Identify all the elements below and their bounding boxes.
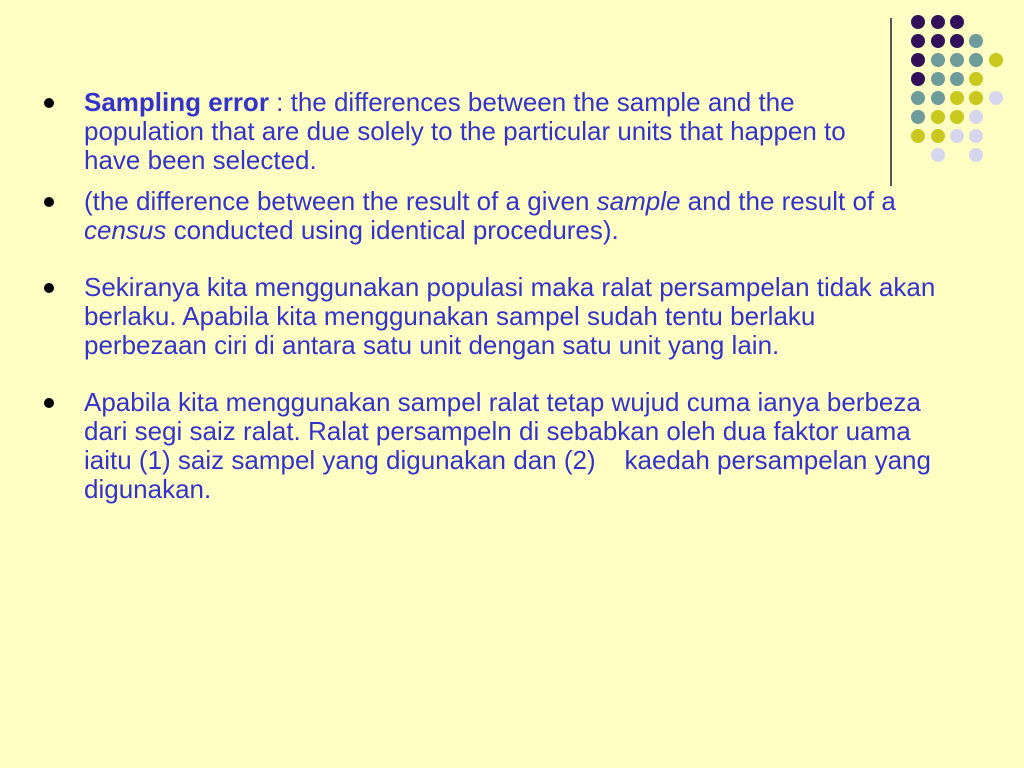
emphasis-sample: sample xyxy=(596,186,681,216)
bullet-sekiranya xyxy=(44,273,944,360)
decorative-dot xyxy=(989,53,1003,67)
decorative-dot xyxy=(969,110,983,124)
bullet-text: Apabila kita menggunakan sampel ralat tetap wujud cuma ianya berbeza dari segi saiz ralat. Ralat persampeln di sebabkan oleh dua faktor uama iaitu (1) saiz sampel yang digunakan dan (2) kaedah persampelan yang digunakan. xyxy=(84,387,939,504)
decorative-dot xyxy=(969,72,983,86)
bullet-text-mid: and the result of a xyxy=(680,186,896,216)
bullet-text-post: conducted using identical procedures). xyxy=(166,215,619,245)
decorative-dot xyxy=(969,53,983,67)
decorative-dot xyxy=(911,72,925,86)
decorative-dot xyxy=(950,34,964,48)
decorative-dot xyxy=(931,15,945,29)
decorative-dot xyxy=(911,34,925,48)
decorative-dot xyxy=(931,34,945,48)
term-sampling-error: Sampling error xyxy=(84,87,269,117)
bullet-apabila xyxy=(44,388,944,504)
decorative-dot xyxy=(950,15,964,29)
bullet-text: Sekiranya kita menggunakan populasi maka ralat persampelan tidak akan berlaku. Apabila kita menggunakan sampel sudah tentu berlaku perbezaan ciri di antara satu unit dengan satu unit yang lain. xyxy=(84,272,936,360)
decorative-dot xyxy=(950,91,964,105)
decorative-dot xyxy=(950,129,964,143)
decorative-dot xyxy=(911,15,925,29)
decorative-dot xyxy=(950,53,964,67)
slide-content xyxy=(44,88,944,504)
decorative-dot xyxy=(931,53,945,67)
decorative-dot xyxy=(969,34,983,48)
decorative-dot xyxy=(969,91,983,105)
bullet-sampling-error xyxy=(44,88,904,175)
bullet-text: : the differences between the sample and the population that are due solely to the particular units that happen to have been selected. xyxy=(84,87,846,175)
decorative-dot xyxy=(911,53,925,67)
decorative-dot xyxy=(931,72,945,86)
emphasis-census: census xyxy=(84,215,167,245)
bullet-difference-note xyxy=(44,187,904,245)
decorative-dot xyxy=(969,148,983,162)
decorative-dot xyxy=(950,72,964,86)
decorative-dot xyxy=(950,110,964,124)
decorative-dot xyxy=(969,129,983,143)
bullet-text-pre: (the difference between the result of a given xyxy=(84,186,597,216)
decorative-dot xyxy=(989,91,1003,105)
